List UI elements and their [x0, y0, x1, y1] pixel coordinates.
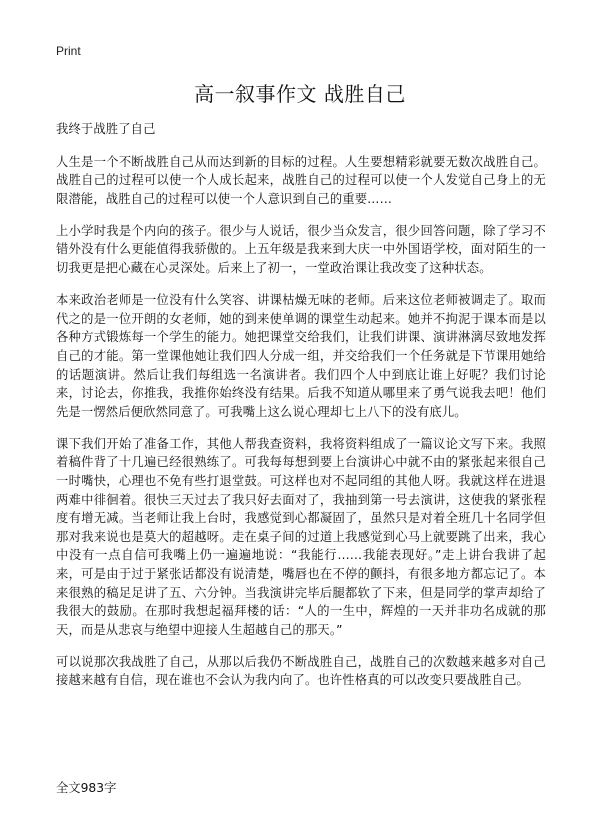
- paragraph-2: 上小学时我是个内向的孩子。很少与人说话，很少当众发言，很少回答问题，除了学习不错外没有什么更能值得我骄傲的。上五年级是我来到大庆一中外国语学校，面对陌生的一切我更是把心藏在心灵深处。后来上了初一，一堂政治课让我改变了这种状态。: [56, 223, 546, 276]
- article-subtitle: 我终于战胜了自己: [56, 122, 156, 136]
- paragraph-3: 本来政治老师是一位没有什么笑容、讲课枯燥无味的老师。后来这位老师被调走了。取而代之的是一位开朗的女老师，她的到来使单调的课堂生动起来。她并不拘泥于课本而是以各种方式锻炼每一个学生的能力。她把课堂交给我们，让我们讲课、演讲淋漓尽致地发挥自己的才能。第一堂课他她让我们四人分成一组，并交给我们一个任务就是下节课用她给的话题演讲。然后让我们每组选一名演讲者。我们四个人中到底让谁上好呢？我们讨论来，讨论去，你推我，我推你始终没有结果。后我不知道从哪里来了勇气说我去吧！他们先是一愣然后便欣然同意了。可我嘴上这么说心理却七上八下的没有底儿。: [56, 293, 546, 419]
- print-link[interactable]: Print: [56, 44, 81, 58]
- paragraph-4: 课下我们开始了准备工作，其他人帮我查资料，我将资料组成了一篇议论文写下来。我照着稿件背了十几遍已经很熟练了。可我每每想到要上台演讲心中就不由的紧张起来很自己一时嘴快，心理也不免有些打退堂鼓。可这样也对不起同组的其他人呀。我就这样在进退两难中徘徊着。很快三天过去了我只好去面对了，我抽到第一号去演讲，这使我的紧张程度有增无减。当老师让我上台时，我感觉到心都凝固了，虽然只是对着全班几十名同学但那对我来说也是莫大的超越呀。走在桌子间的过道上我感觉到心马上就要跳了出来，我心中没有一点自信可我嘴上仍一遍遍地说：“我能行……我能表现好。”走上讲台我讲了起来，可是由于过于紧张话都没有说清楚，嘴唇也在不停的颤抖，有很多地方都忘记了。本来很熟的稿足足讲了五、六分钟。当我演讲完毕后腿都软了下来，但是同学的掌声却给了我很大的鼓励。在那时我想起福拜楼的话：“人的一生中，辉煌的一天并非功名成就的那天，而是从悲哀与绝望中迎接人生超越自己的那天。”: [56, 436, 546, 637]
- paragraph-1: 人生是一个不断战胜自己从而达到新的目标的过程。人生要想精彩就要无数次战胜自己。战胜自己的过程可以使一个人成长起来，战胜自己的过程可以使一个人发觉自己身上的无限潜能，战胜自己的过程可以使一个人意识到自己的重要……: [56, 154, 546, 206]
- document-title: 高一叙事作文 战胜自己: [194, 82, 406, 106]
- article-body: [56, 120, 546, 704]
- word-count: 全文983字: [56, 781, 117, 795]
- paragraph-5: 可以说那次我战胜了自己，从那以后我仍不断战胜自己，战胜自己的次数越来越多对自己接越来越有自信，现在谁也不会认为我内向了。也许性格真的可以改变只要战胜自己。: [56, 654, 546, 688]
